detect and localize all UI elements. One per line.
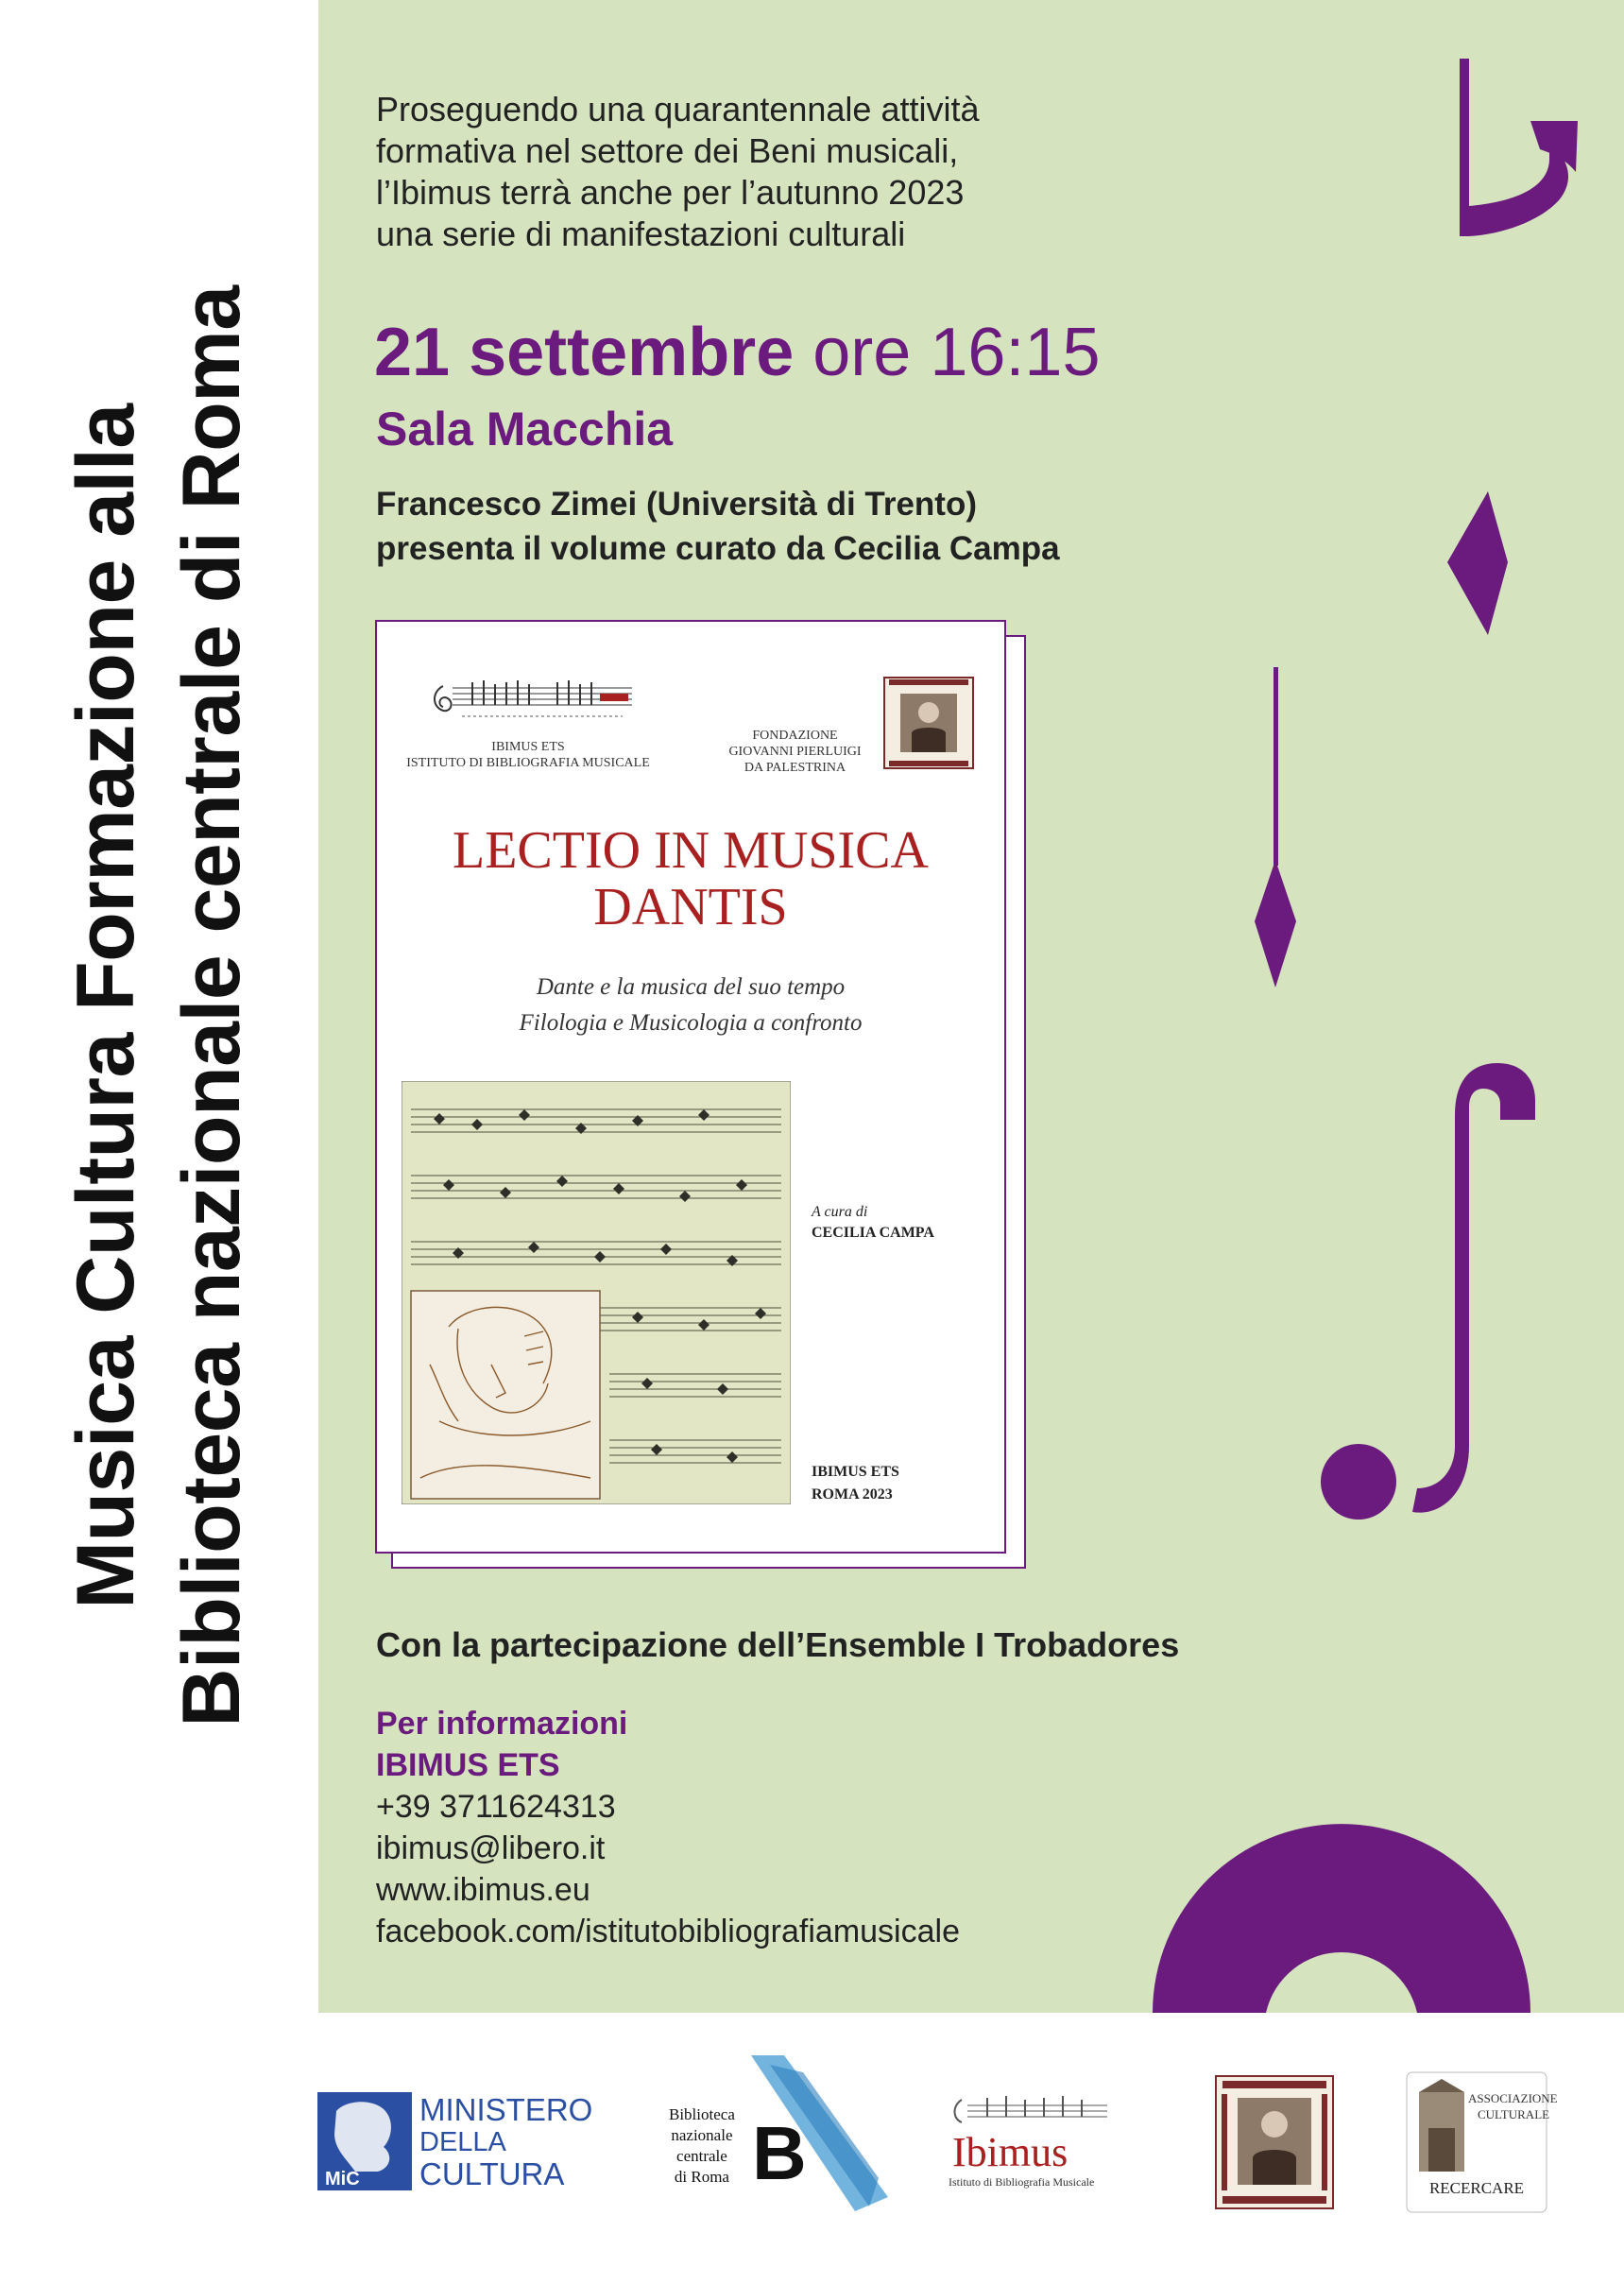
info-email[interactable]: ibimus@libero.it [376,1830,606,1866]
ibimus-name: Ibimus [952,2129,1068,2175]
info-block [376,1703,960,1952]
intro-paragraph [376,89,1226,255]
book-curator [812,1202,934,1244]
book-publisher-line-2: ROMA 2023 [812,1486,893,1503]
recercare-line-1: ASSOCIAZIONE [1468,2091,1558,2105]
vertical-title-line-2: Biblioteca nazionale centrale di Roma [166,285,257,1727]
mic-badge-text: MiC [325,2169,360,2190]
book-subtitle-line-2: Filologia e Musicologia a confronto [519,1010,863,1036]
book-subtitle [377,970,1004,1041]
bnc-letter-mark: B [752,2111,807,2195]
speaker-line-2: presenta il volume curato da Cecilia Campa [376,530,1060,567]
note-head-dot [1321,1444,1396,1520]
bnc-line-3: centrale [676,2147,727,2165]
palestrina-seal-icon [1215,2075,1334,2209]
sponsor-logos [0,2013,1624,2284]
ibimus-staff-logo [415,678,641,722]
recercare-line-3: RECERCARE [1428,2179,1525,2197]
bnc-line-2: nazionale [671,2126,733,2144]
book-ibimus-line-2: ISTITUTO DI BIBLIOGRAFIA MUSICALE [406,756,650,770]
mic-logo [317,2092,610,2190]
note-flag [1469,142,1568,236]
event-date: 21 settembre [374,315,795,390]
recercare-line-2: CULTURALE [1478,2107,1550,2121]
mic-line-2: DELLA [419,2127,506,2157]
vertical-title-line-1: Musica Cultura Formazione alla [60,404,151,1609]
ibimus-logo [941,2094,1111,2189]
book-publisher [812,1461,899,1506]
book-ibimus-label [386,739,670,771]
book-curator-name: CECILIA CAMPA [812,1225,934,1241]
note-stem-2 [1274,667,1278,866]
mic-line-1: MINISTERO [419,2092,593,2127]
event-datetime [374,314,1101,391]
diamond-note [1447,491,1508,635]
mic-mark-icon [317,2092,412,2190]
book-title-line-1: LECTIO IN MUSICA [453,821,929,880]
note-curve [1412,1063,1535,1513]
ibimus-subtitle: Istituto di Bibliografia Musicale [949,2175,1095,2189]
book-fondazione-label [708,728,882,776]
intro-line-1: Proseguendo una quarantennale attività [376,90,980,129]
note-stem [1460,59,1469,236]
info-web[interactable]: www.ibimus.eu [376,1872,590,1908]
book-fondazione-line-2: GIOVANNI PIERLUIGI [728,745,862,759]
intro-line-3: l’Ibimus terrà anche per l’autunno 2023 [376,173,965,212]
book-title-line-2: DANTIS [593,878,788,936]
palestrina-seal-logo [883,677,974,769]
speaker-block [376,482,1060,571]
book-ibimus-line-1: IBIMUS ETS [491,740,565,754]
info-org: IBIMUS ETS [376,1747,560,1783]
book-publisher-line-1: IBIMUS ETS [812,1464,899,1480]
mic-line-3: CULTURA [419,2156,565,2191]
info-heading: Per informazioni [376,1706,628,1742]
book-subtitle-line-1: Dante e la musica del suo tempo [536,974,846,1000]
recercare-logo [1406,2071,1558,2213]
event-time: ore 16:15 [812,315,1101,390]
ensemble-note: Con la partecipazione dell’Ensemble I Trobadores [376,1625,1180,1664]
intro-line-2: formativa nel settore dei Beni musicali, [376,131,959,170]
intro-line-4: una serie di manifestazioni culturali [376,215,906,253]
book-title [377,822,1004,936]
bnc-line-4: di Roma [674,2168,729,2186]
bnc-line-1: Biblioteca [669,2105,735,2123]
diamond-note-2 [1255,860,1296,987]
book-cover [375,620,1006,1554]
bnc-logo [661,2055,897,2216]
event-venue: Sala Macchia [376,403,674,455]
book-curator-prefix: A cura di [812,1204,868,1220]
manuscript-dante-image [402,1081,791,1504]
book-fondazione-line-1: FONDAZIONE [752,729,838,743]
ibimus-staff-icon [949,2094,1109,2132]
info-phone[interactable]: +39 3711624313 [376,1789,616,1825]
book-fondazione-line-3: DA PALESTRINA [744,761,846,775]
semicircle-note [1153,1824,1530,2013]
palestrina-logo [1215,2075,1334,2209]
speaker-line-1: Francesco Zimei (Università di Trento) [376,486,977,523]
info-facebook[interactable]: facebook.com/istitutobibliografiamusicale [376,1914,960,1949]
